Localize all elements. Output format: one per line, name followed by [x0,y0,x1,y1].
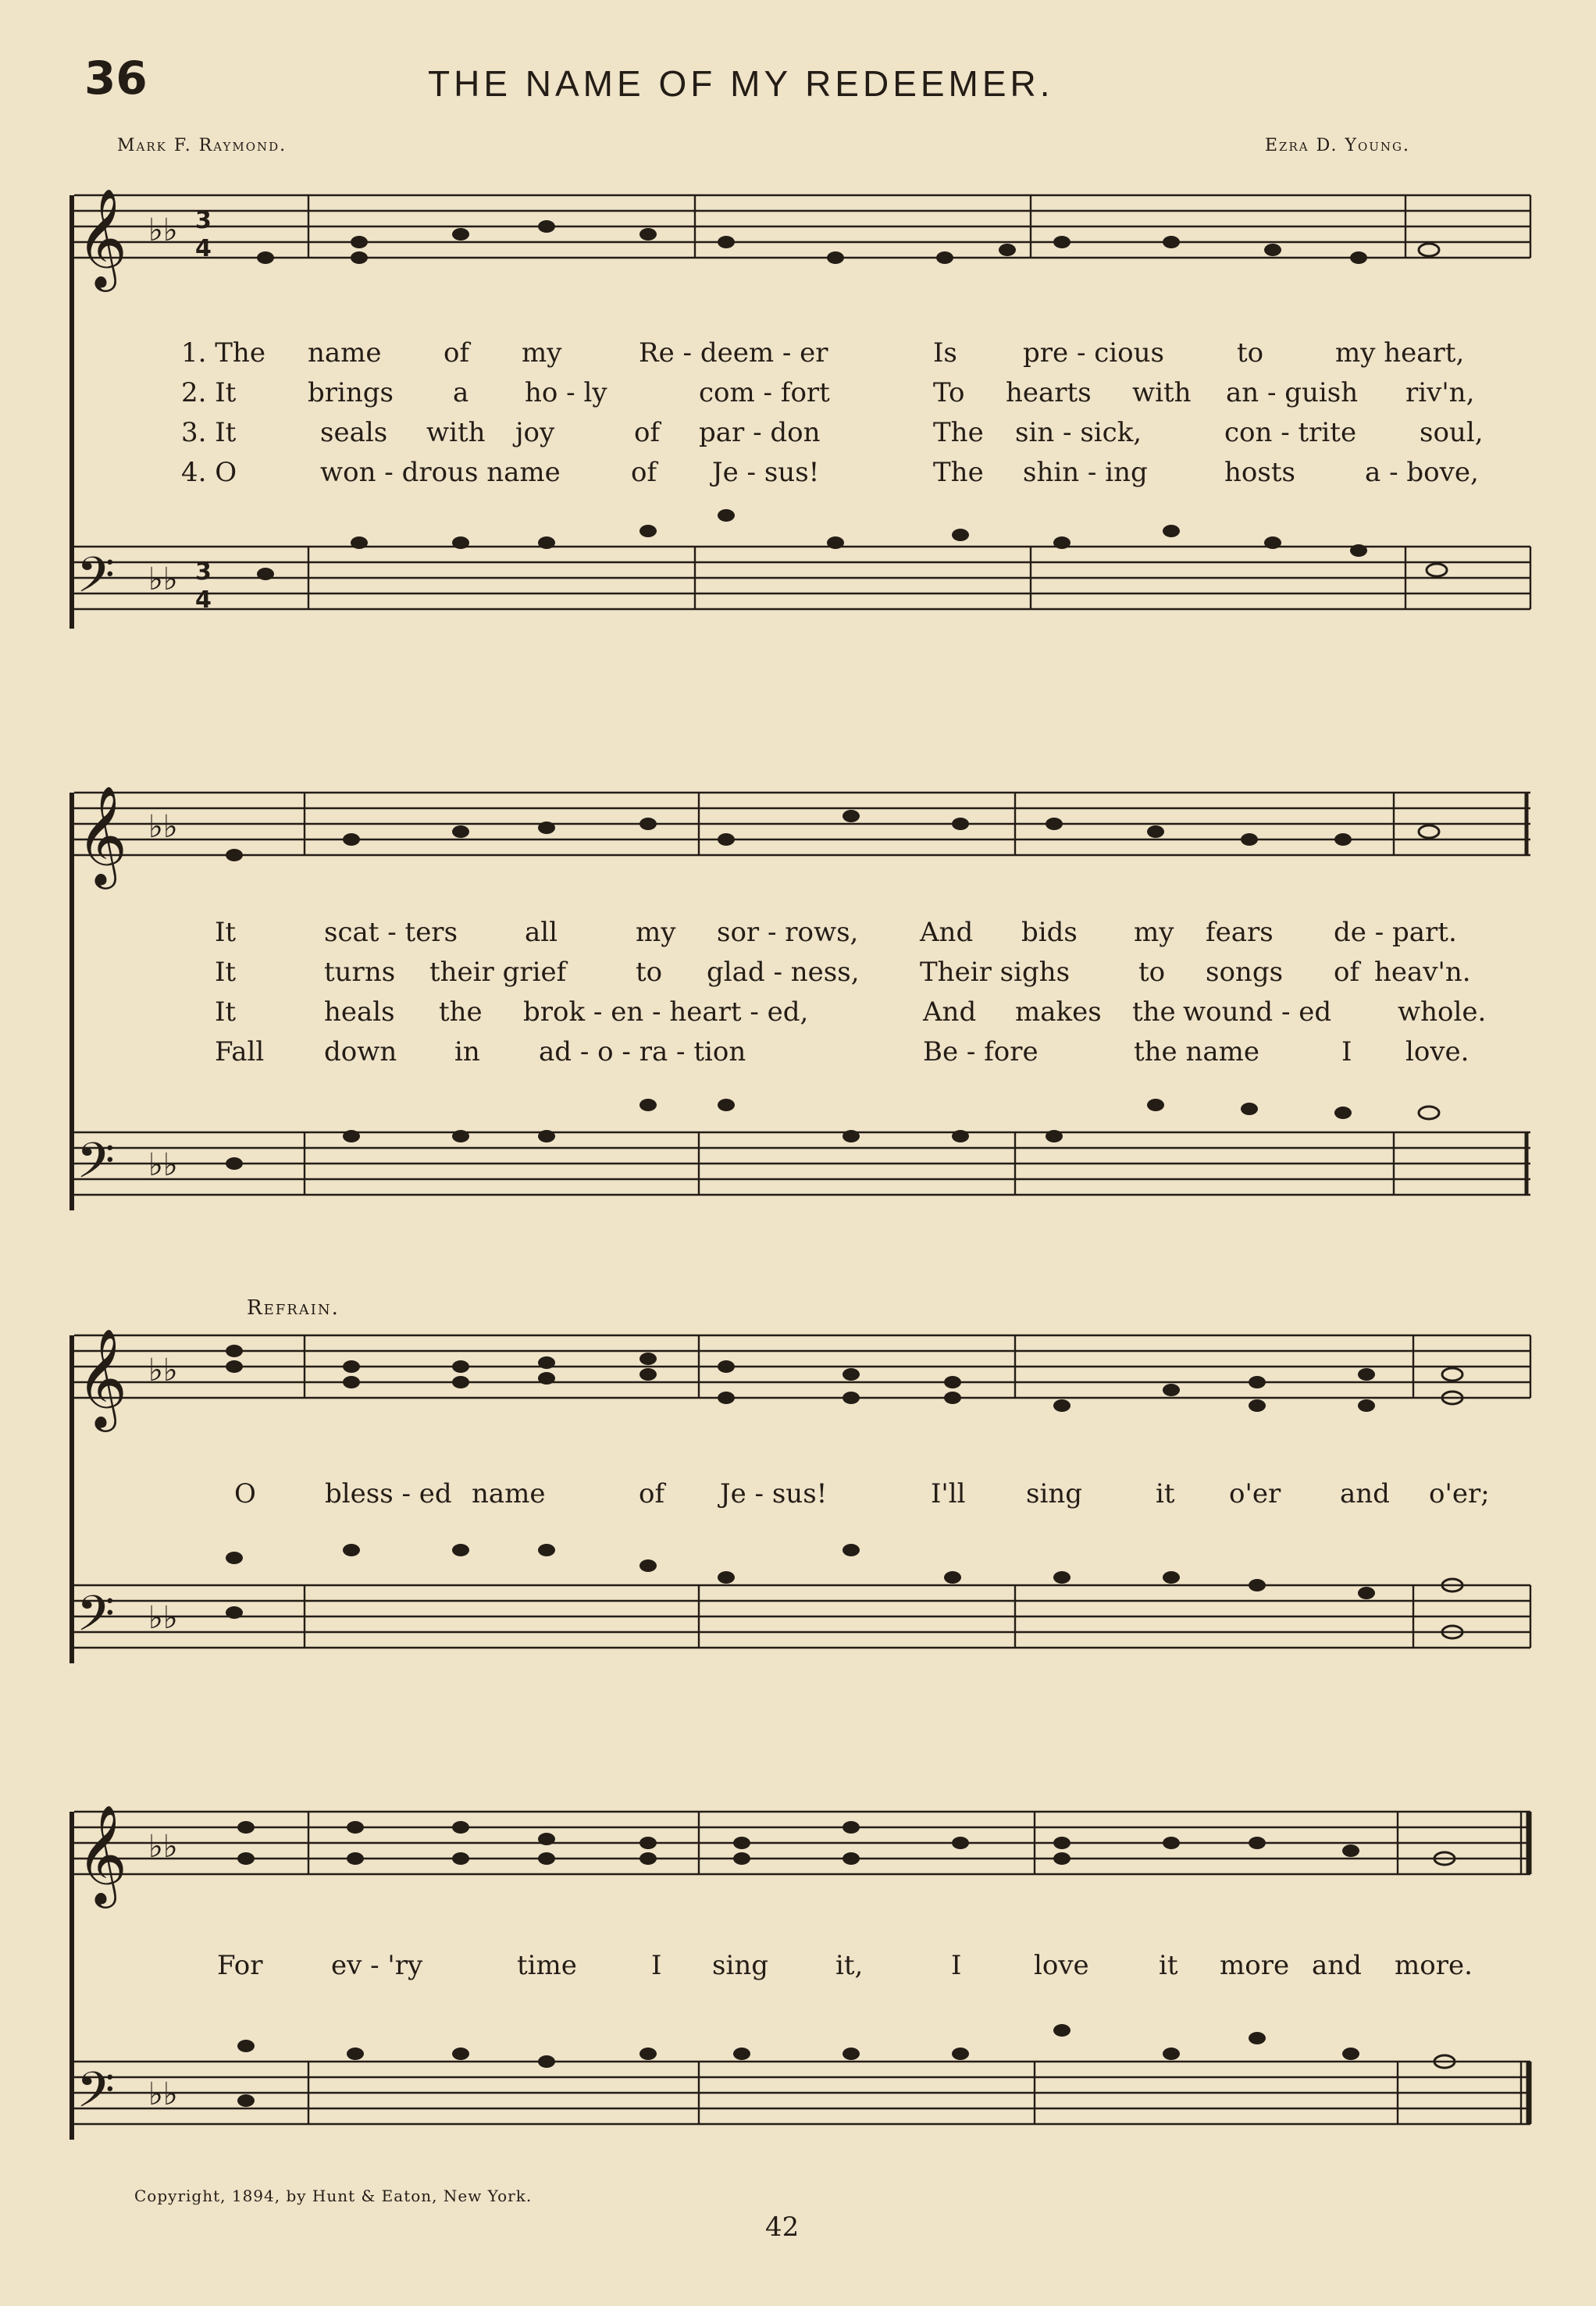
lyric-syllable: in [454,1036,480,1067]
lyric-syllable: the [1132,996,1176,1028]
lyric-syllable: Is [933,337,957,369]
lyric-syllable: the [439,996,483,1028]
lyric-syllable: to [1138,957,1166,988]
lyric-syllable: more [1220,1950,1290,1981]
lyric-syllable: sor - rows, [717,917,859,948]
lyric-syllable: 4. O [181,457,237,488]
lyric-syllable: The [933,417,984,448]
lyric-syllable: I'll [931,1478,966,1509]
lyric-syllable: It [215,917,237,948]
lyric-syllable: The [933,457,984,488]
lyric-syllable: heav'n. [1374,957,1471,988]
lyric-syllable: To [933,377,965,408]
lyric-syllable: it [1159,1950,1178,1981]
refrain-label: Refrain. [247,1296,340,1320]
verse-1-line-1 [0,337,1596,373]
svg-text:𝄢: 𝄢 [77,1132,115,1201]
lyric-syllable: more. [1395,1950,1473,1981]
lyric-syllable: sing [712,1950,768,1981]
lyric-syllable: Fall [215,1036,265,1067]
verse-2-line-1 [0,377,1596,413]
composer-credit: Ezra D. Young. [1265,136,1411,155]
lyric-syllable: wound - ed [1183,996,1332,1028]
music-system-1 [0,180,1596,648]
svg-text:♭♭: ♭♭ [148,1146,178,1183]
verse-2-line-2 [0,957,1596,993]
lyric-syllable: I [1341,1036,1352,1067]
lyric-syllable: For [217,1950,263,1981]
lyric-syllable: o'er [1229,1478,1281,1509]
lyric-syllable: brok - en - heart - ed, [523,996,809,1028]
verse-1-line-2 [0,917,1596,953]
svg-text:♭♭: ♭♭ [148,808,178,845]
lyric-syllable: I [651,1950,662,1981]
lyric-syllable: ev - 'ry [331,1950,423,1981]
hymn-title: THE NAME OF MY REDEEMER. [428,63,1054,104]
refrain-line-2 [0,1950,1596,1986]
lyric-syllable: turns [324,957,396,988]
lyric-syllable: with [1132,377,1192,408]
svg-text:♭♭: ♭♭ [148,1352,178,1388]
lyric-syllable: de - part. [1334,917,1457,948]
svg-text:4: 4 [195,586,212,614]
lyric-syllable: Their sighs [920,957,1071,988]
svg-text:♭♭: ♭♭ [148,212,178,248]
lyric-syllable: It [215,957,237,988]
svg-text:𝄢: 𝄢 [77,1584,115,1654]
page-number: 42 [765,2212,800,2243]
verse-3-line-2 [0,996,1596,1032]
lyric-syllable: an - guish [1226,377,1359,408]
lyric-syllable: O [234,1478,256,1509]
lyric-syllable: Je - sus! [720,1478,828,1509]
svg-text:𝄞: 𝄞 [77,1328,128,1427]
lyric-syllable: riv'n, [1405,377,1475,408]
lyric-syllable: pre - cious [1023,337,1164,369]
lyric-syllable: hearts [1006,377,1092,408]
verse-3-line-1 [0,417,1596,453]
svg-text:𝄞: 𝄞 [77,1804,128,1904]
lyric-syllable: of [1334,957,1360,988]
lyric-syllable: of [444,337,470,369]
lyric-syllable: of [639,1478,665,1509]
lyric-syllable: the name [1134,1036,1260,1067]
lyric-syllable: of [634,417,661,448]
svg-text:𝄢: 𝄢 [77,546,115,615]
lyric-syllable: love. [1405,1036,1470,1067]
lyric-syllable: name [472,1478,546,1509]
lyric-syllable: bless - ed [325,1478,452,1509]
svg-text:♭♭: ♭♭ [148,1599,178,1636]
verse-4-line-2 [0,1036,1596,1072]
svg-text:♭♭: ♭♭ [148,2076,178,2112]
lyric-syllable: scat - ters [324,917,458,948]
lyric-syllable: com - fort [699,377,830,408]
lyric-syllable: And [920,917,974,948]
lyric-syllable: songs [1206,957,1284,988]
lyric-syllable: hosts [1224,457,1295,488]
lyric-syllable: and [1312,1950,1362,1981]
lyric-syllable: Je - sus! [712,457,820,488]
svg-text:4: 4 [195,235,212,262]
lyric-syllable: fears [1206,917,1274,948]
svg-text:3: 3 [195,207,212,234]
lyric-syllable: Re - deem - er [639,337,828,369]
lyric-syllable: shin - ing [1023,457,1148,488]
lyric-syllable: heals [324,996,395,1028]
copyright-notice: Copyright, 1894, by Hunt & Eaton, New York. [134,2187,533,2205]
lyric-syllable: con - trite [1224,417,1357,448]
lyric-syllable: a [453,377,469,408]
lyric-syllable: all [525,917,558,948]
lyric-syllable: my [1134,917,1174,948]
staff-system-1-graphic [0,180,1596,648]
lyric-syllable: bids [1021,917,1078,948]
lyric-syllable: my heart, [1335,337,1465,369]
lyric-syllable: it [1156,1478,1175,1509]
svg-text:𝄞: 𝄞 [77,187,128,287]
lyric-syllable: 1. The [181,337,265,369]
lyric-syllable: it, [835,1950,864,1981]
lyric-syllable: down [324,1036,397,1067]
lyric-syllable: ho - ly [525,377,607,408]
lyric-syllable: makes [1015,996,1102,1028]
lyric-syllable: And [923,996,977,1028]
lyric-syllable: love [1034,1950,1089,1981]
svg-text:𝄢: 𝄢 [77,2061,115,2130]
lyric-syllable: time [517,1950,577,1981]
lyric-syllable: Be - fore [923,1036,1038,1067]
lyric-syllable: seals [320,417,388,448]
lyric-syllable: glad - ness, [707,957,860,988]
lyric-syllable: to [636,957,663,988]
lyric-syllable: par - don [699,417,821,448]
lyric-syllable: a - bove, [1365,457,1479,488]
lyric-syllable: with [426,417,486,448]
lyric-syllable: I [951,1950,962,1981]
lyric-syllable: sin - sick, [1015,417,1142,448]
lyric-syllable: their grief [429,957,567,988]
lyric-syllable: to [1237,337,1264,369]
lyric-syllable: o'er; [1429,1478,1490,1509]
svg-text:3: 3 [195,558,212,586]
lyric-syllable: whole. [1398,996,1487,1028]
lyric-syllable: of [631,457,657,488]
lyric-syllable: ad - o - ra - tion [539,1036,746,1067]
lyric-syllable: joy [515,417,555,448]
lyric-syllable: sing [1026,1478,1082,1509]
lyric-syllable: and [1340,1478,1390,1509]
hymn-number: 36 [84,52,148,105]
lyric-syllable: 2. It [181,377,237,408]
lyricist-credit: Mark F. Raymond. [117,136,287,155]
lyric-syllable: It [215,996,237,1028]
svg-text:𝄞: 𝄞 [77,785,128,885]
lyric-syllable: soul, [1420,417,1484,448]
verse-4-line-1 [0,457,1596,493]
lyric-syllable: my [636,917,676,948]
lyric-syllable: my [522,337,562,369]
lyric-syllable: 3. It [181,417,237,448]
lyric-syllable: won - drous name [320,457,561,488]
lyric-syllable: name [308,337,382,369]
svg-text:♭♭: ♭♭ [148,1828,178,1865]
refrain-line-1 [0,1478,1596,1514]
lyric-syllable: brings [308,377,394,408]
svg-text:♭♭: ♭♭ [148,561,178,597]
